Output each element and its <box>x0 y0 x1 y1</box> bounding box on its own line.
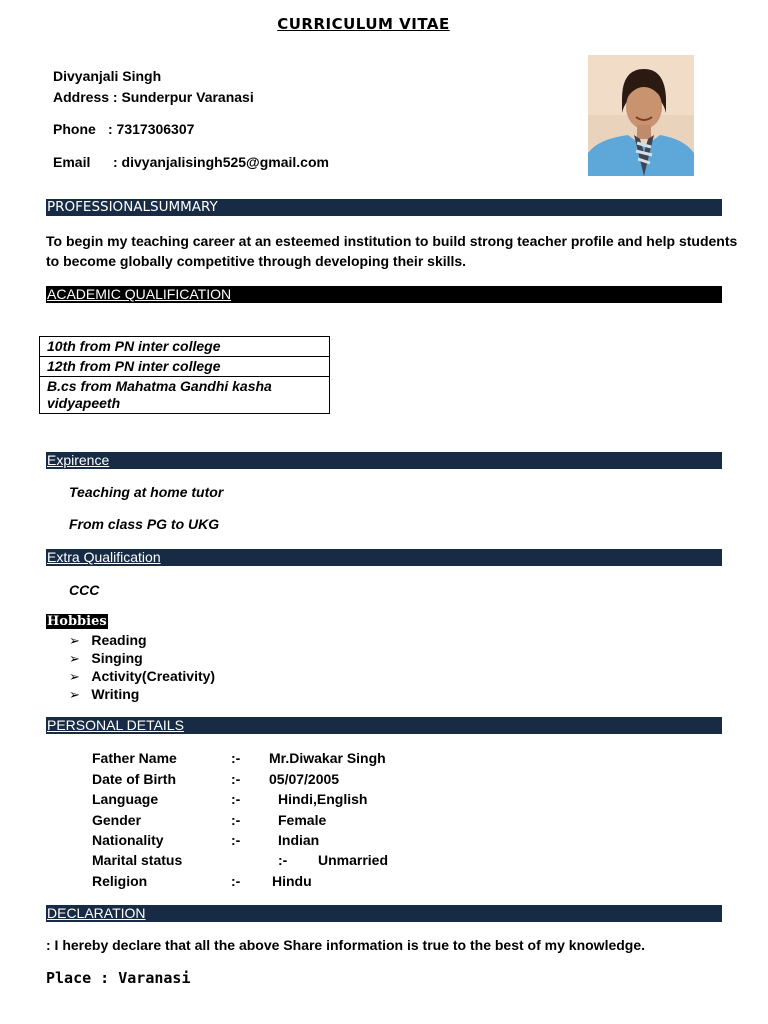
section-title: PROFESSIONALSUMMARY <box>47 199 218 215</box>
experience-item: Teaching at home tutor <box>69 484 224 500</box>
detail-value: Female <box>278 812 327 828</box>
extra-item: CCC <box>69 582 100 598</box>
detail-separator: :- <box>231 812 241 828</box>
section-header-academic <box>46 286 722 303</box>
table-row <box>40 357 330 377</box>
detail-value: Hindi,English <box>278 791 368 807</box>
detail-label: Language <box>92 791 159 807</box>
section-title: DECLARATION <box>47 905 146 921</box>
hobbies-list <box>69 631 215 703</box>
declaration-text: : I hereby declare that all the above Share information is true to the best of my knowledge. <box>46 937 646 953</box>
section-header-summary <box>46 199 722 216</box>
detail-label: Marital status <box>92 852 183 868</box>
list-item: ➢ Writing <box>69 686 140 702</box>
phone-label: Phone <box>53 121 96 137</box>
detail-label: Nationality <box>92 832 164 848</box>
arrowhead-bullet-icon: ➢ <box>69 669 80 684</box>
section-header-extra <box>46 549 722 566</box>
detail-separator: :- <box>278 852 288 868</box>
detail-value: Unmarried <box>318 852 389 868</box>
experience-item: From class PG to UKG <box>69 516 220 532</box>
detail-value: 05/07/2005 <box>269 771 340 787</box>
detail-label: Religion <box>92 873 148 889</box>
detail-value: Mr.Diwakar Singh <box>269 750 386 766</box>
detail-separator: :- <box>231 750 241 766</box>
phone-value: : 7317306307 <box>108 121 195 137</box>
education-table <box>39 336 330 414</box>
detail-separator: :- <box>231 873 241 889</box>
education-cell: 12th from PN inter college <box>40 357 330 377</box>
detail-value: Hindu <box>272 873 312 889</box>
arrowhead-bullet-icon: ➢ <box>69 687 80 702</box>
list-item: ➢ Activity(Creativity) <box>69 668 216 684</box>
section-title: PERSONAL DETAILS <box>47 717 184 733</box>
table-row <box>40 337 330 357</box>
arrowhead-bullet-icon: ➢ <box>69 633 80 648</box>
section-header-hobbies <box>46 612 108 630</box>
profile-photo <box>588 55 694 176</box>
email-value: : divyanjalisingh525@gmail.com <box>113 154 329 170</box>
list-item: ➢ Singing <box>69 650 143 666</box>
section-title: Extra Qualification <box>47 549 161 565</box>
section-title: Expirence <box>47 452 110 468</box>
detail-separator: :- <box>231 791 241 807</box>
education-cell: B.cs from Mahatma Gandhi kasha vidyapeeth <box>40 377 330 414</box>
arrowhead-bullet-icon: ➢ <box>69 651 80 666</box>
detail-label: Father Name <box>92 750 177 766</box>
section-header-personal <box>46 717 722 734</box>
detail-label: Date of Birth <box>92 771 176 787</box>
table-row <box>40 377 330 414</box>
detail-separator: :- <box>231 832 241 848</box>
place: Place : Varanasi <box>46 969 191 987</box>
page-title: CURRICULUM VITAE <box>277 15 450 33</box>
candidate-name: Divyanjali Singh <box>53 68 162 84</box>
list-item: ➢ Reading <box>69 632 147 648</box>
summary-line: To begin my teaching career at an esteemed institution to build strong teacher profile and help students <box>46 233 738 249</box>
detail-label: Gender <box>92 812 142 828</box>
detail-value: Indian <box>278 832 320 848</box>
detail-separator: :- <box>231 771 241 787</box>
section-title: Hobbies <box>47 614 107 629</box>
education-cell: 10th from PN inter college <box>40 337 330 357</box>
section-title: ACADEMIC QUALIFICATION <box>47 286 232 302</box>
address: Address : Sunderpur Varanasi <box>53 89 254 105</box>
summary-line: to become globally competitive through developing their skills. <box>46 253 467 269</box>
section-header-experience <box>46 452 722 469</box>
email-label: Email <box>53 154 91 170</box>
section-header-declaration <box>46 905 722 922</box>
